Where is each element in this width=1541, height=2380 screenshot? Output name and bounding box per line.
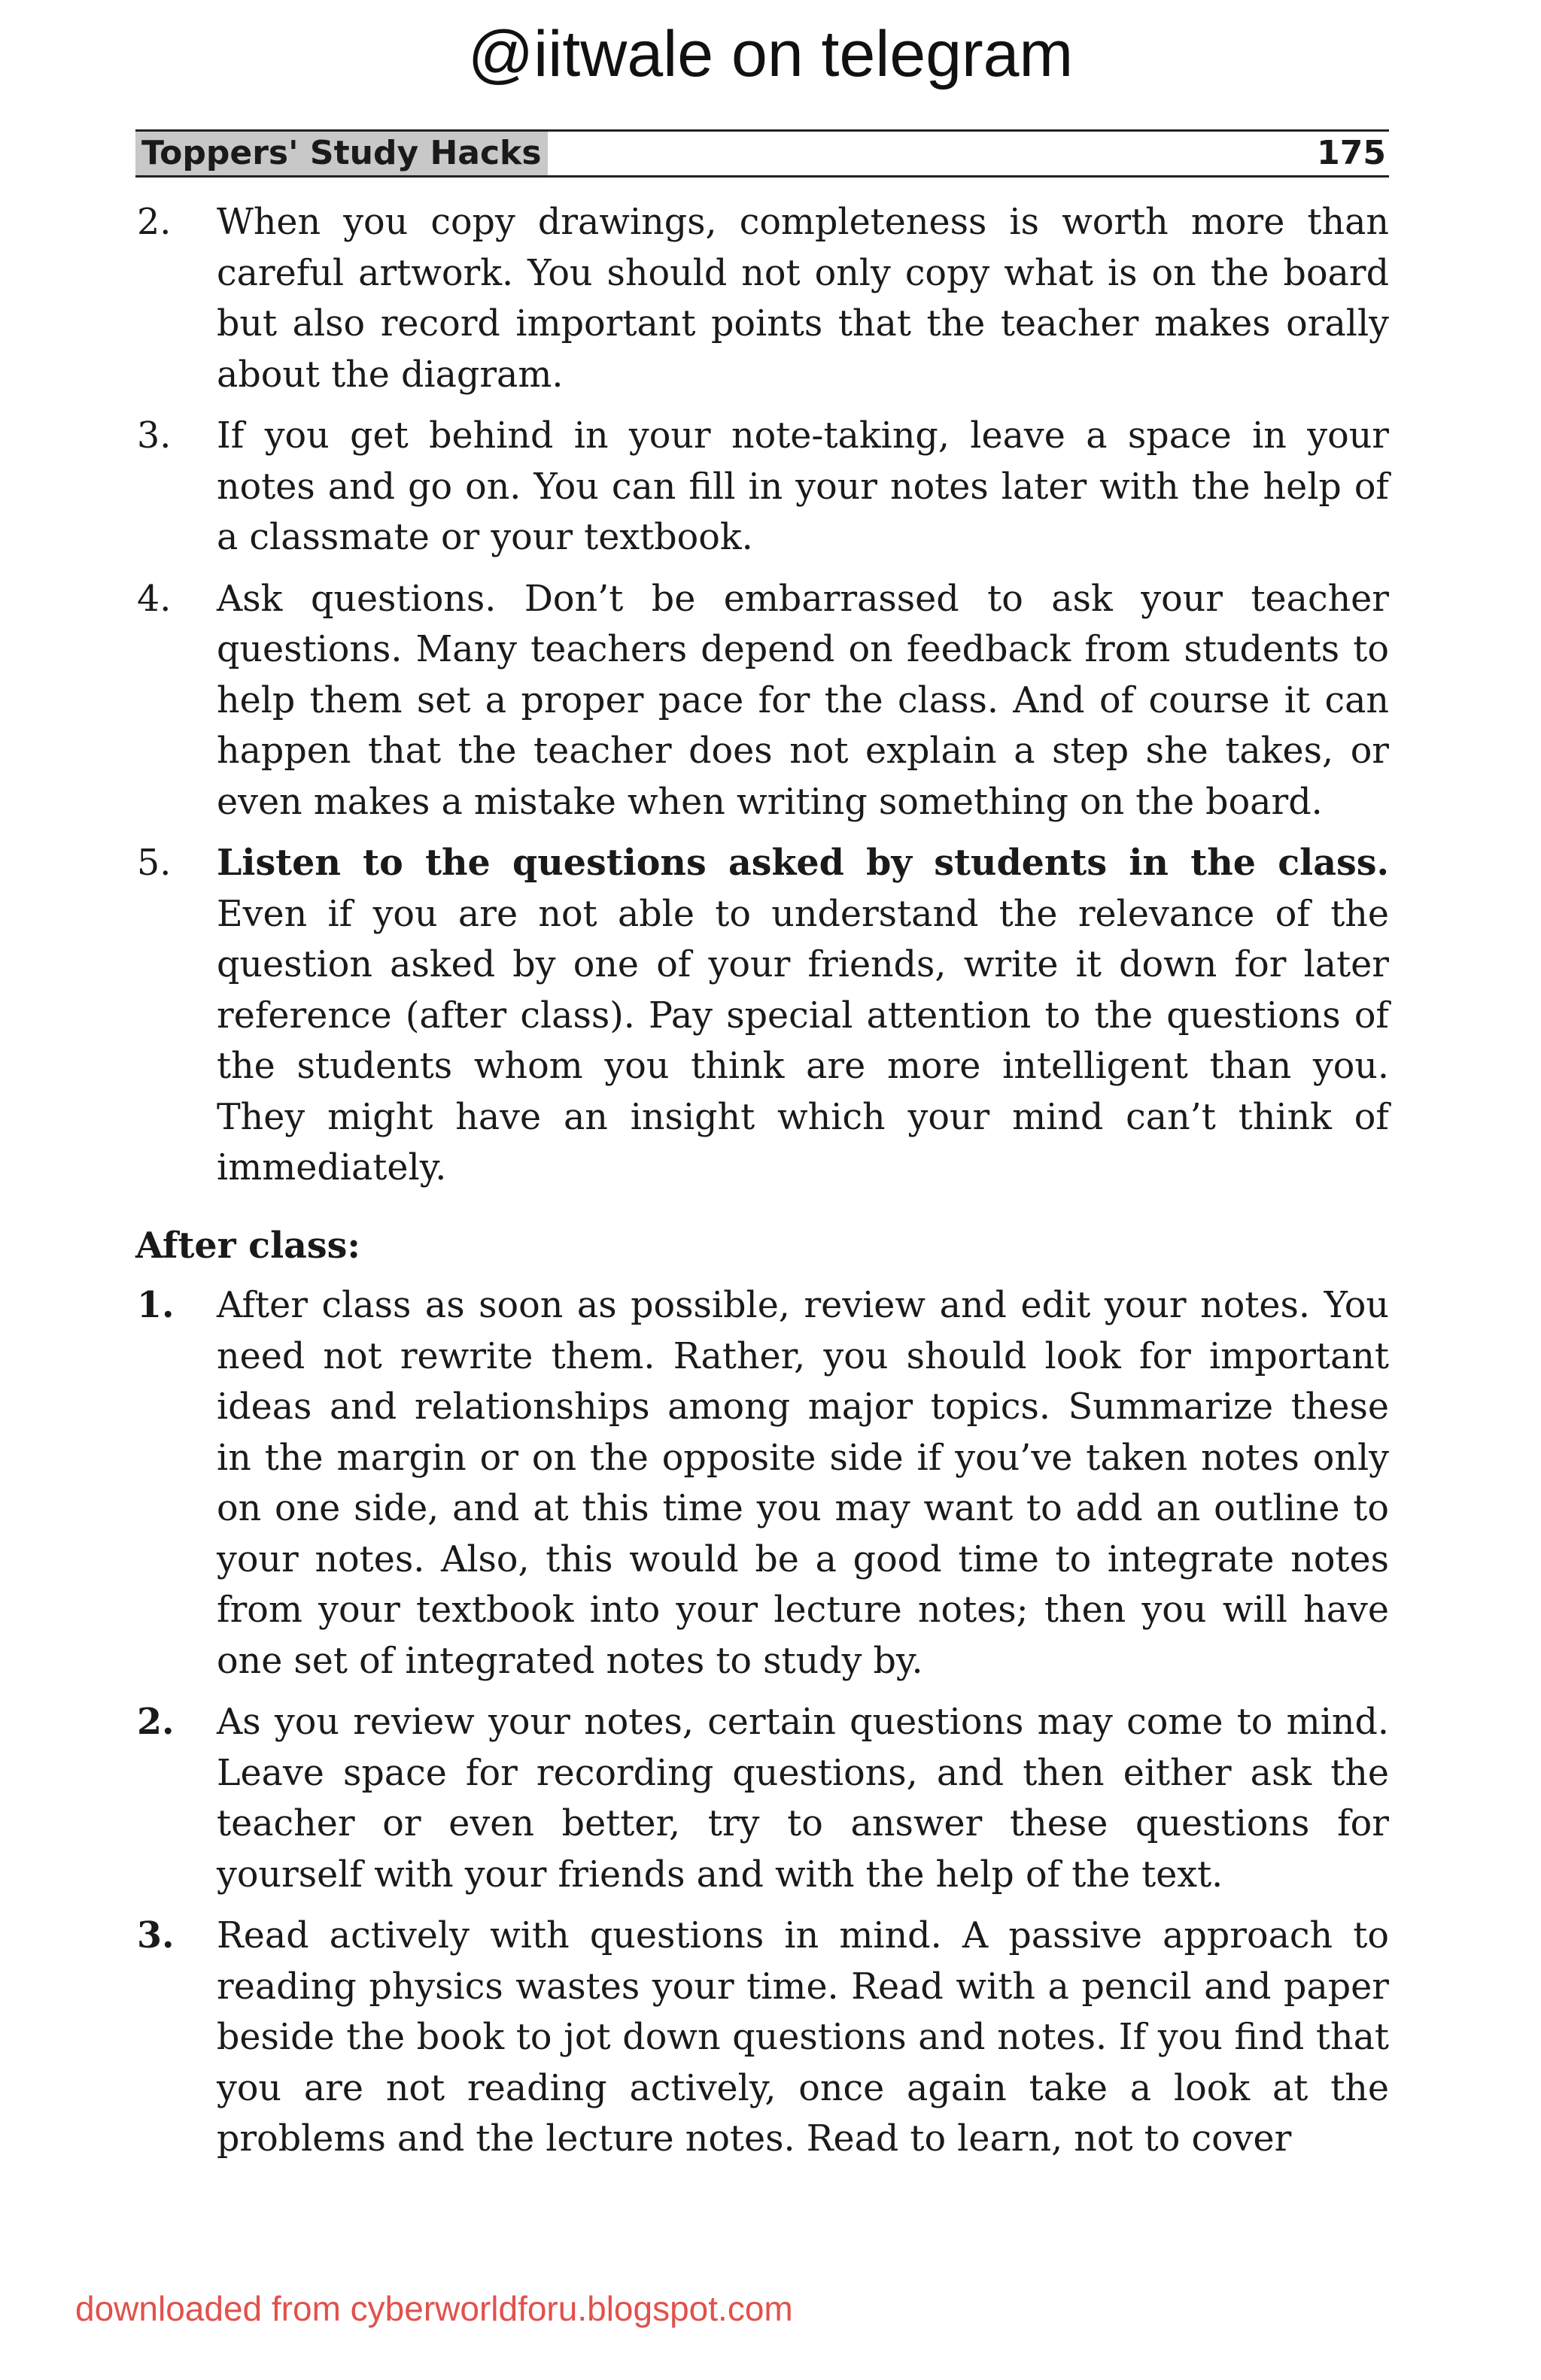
list-item-text: As you review your notes, certain questions may come to mind. Leave space for recording questions, and then either ask the teacher or even better, try to answer these questions for yourself with your friends and with the help of the text. bbox=[217, 1702, 1389, 1896]
list-item bbox=[135, 411, 1389, 563]
list-item-text: When you copy drawings, completeness is worth more than careful artwork. You should not only copy what is on the board but also record important points that the teacher makes orally about the diagram. bbox=[217, 202, 1389, 396]
list-item bbox=[135, 574, 1389, 828]
watermark-bottom: downloaded from cyberworldforu.blogspot.com bbox=[75, 2289, 793, 2328]
list-item-text: Ask questions. Don’t be embarrassed to ask your teacher questions. Many teachers depend on feedback from students to help them set a proper pace for the class. And of course it can happen that the teacher does not explain a step she takes, or even makes a mistake when writing something on the board. bbox=[217, 578, 1389, 823]
page-body bbox=[135, 197, 1389, 2175]
list-item bbox=[135, 197, 1389, 400]
page-number: 175 bbox=[1317, 134, 1386, 172]
running-header bbox=[135, 129, 1389, 178]
list-item-text: If you get behind in your note-taking, leave a space in your notes and go on. You can fill in your notes later with the help of a classmate or your textbook. bbox=[217, 415, 1389, 558]
list-item-text: Even if you are not able to understand the relevance of the question asked by one of your friends, write it down for later reference (after class). Pay special attention to the questions of the students whom you think are more intelligent than you. They might have an insight which your mind can’t think of immediately. bbox=[217, 893, 1389, 1188]
list-item-number: 5. bbox=[137, 842, 172, 884]
list-item-text: Read actively with questions in mind. A passive approach to reading physics wastes your time. Read with a pencil and paper beside the book to jot down questions and notes. If you find that you are not reading actively, once again take a look at the problems and the lecture notes. Read to learn, not to cover bbox=[217, 1915, 1389, 2160]
list-item-number: 4. bbox=[137, 578, 172, 620]
list-item-number: 1. bbox=[137, 1284, 175, 1326]
list-item-lead: Listen to the questions asked by students in the class. bbox=[217, 842, 1389, 884]
list-item bbox=[135, 1697, 1389, 1900]
after-class-heading: After class: bbox=[135, 1224, 360, 1267]
list-item-number: 2. bbox=[137, 202, 172, 243]
list-item-number: 3. bbox=[137, 415, 172, 457]
list-item-number: 3. bbox=[137, 1914, 175, 1957]
list-item bbox=[135, 838, 1389, 1194]
watermark-top: @iitwale on telegram bbox=[467, 18, 1074, 90]
list-item bbox=[135, 1911, 1389, 2165]
list-item-text: After class as soon as possible, review and edit your notes. You need not rewrite them. Rather, you should look for important ideas and relationships among major topics. Summarize these in the margin or on the opposite side if you’ve taken notes only on one side, and at this time you may want to add an outline to your notes. Also, this would be a good time to integrate notes from your textbook into your lecture notes; then you will have one set of integrated notes to study by. bbox=[217, 1285, 1389, 1682]
list-item bbox=[135, 1280, 1389, 1686]
list-item-number: 2. bbox=[137, 1701, 175, 1743]
section-title: Toppers' Study Hacks bbox=[135, 132, 548, 175]
